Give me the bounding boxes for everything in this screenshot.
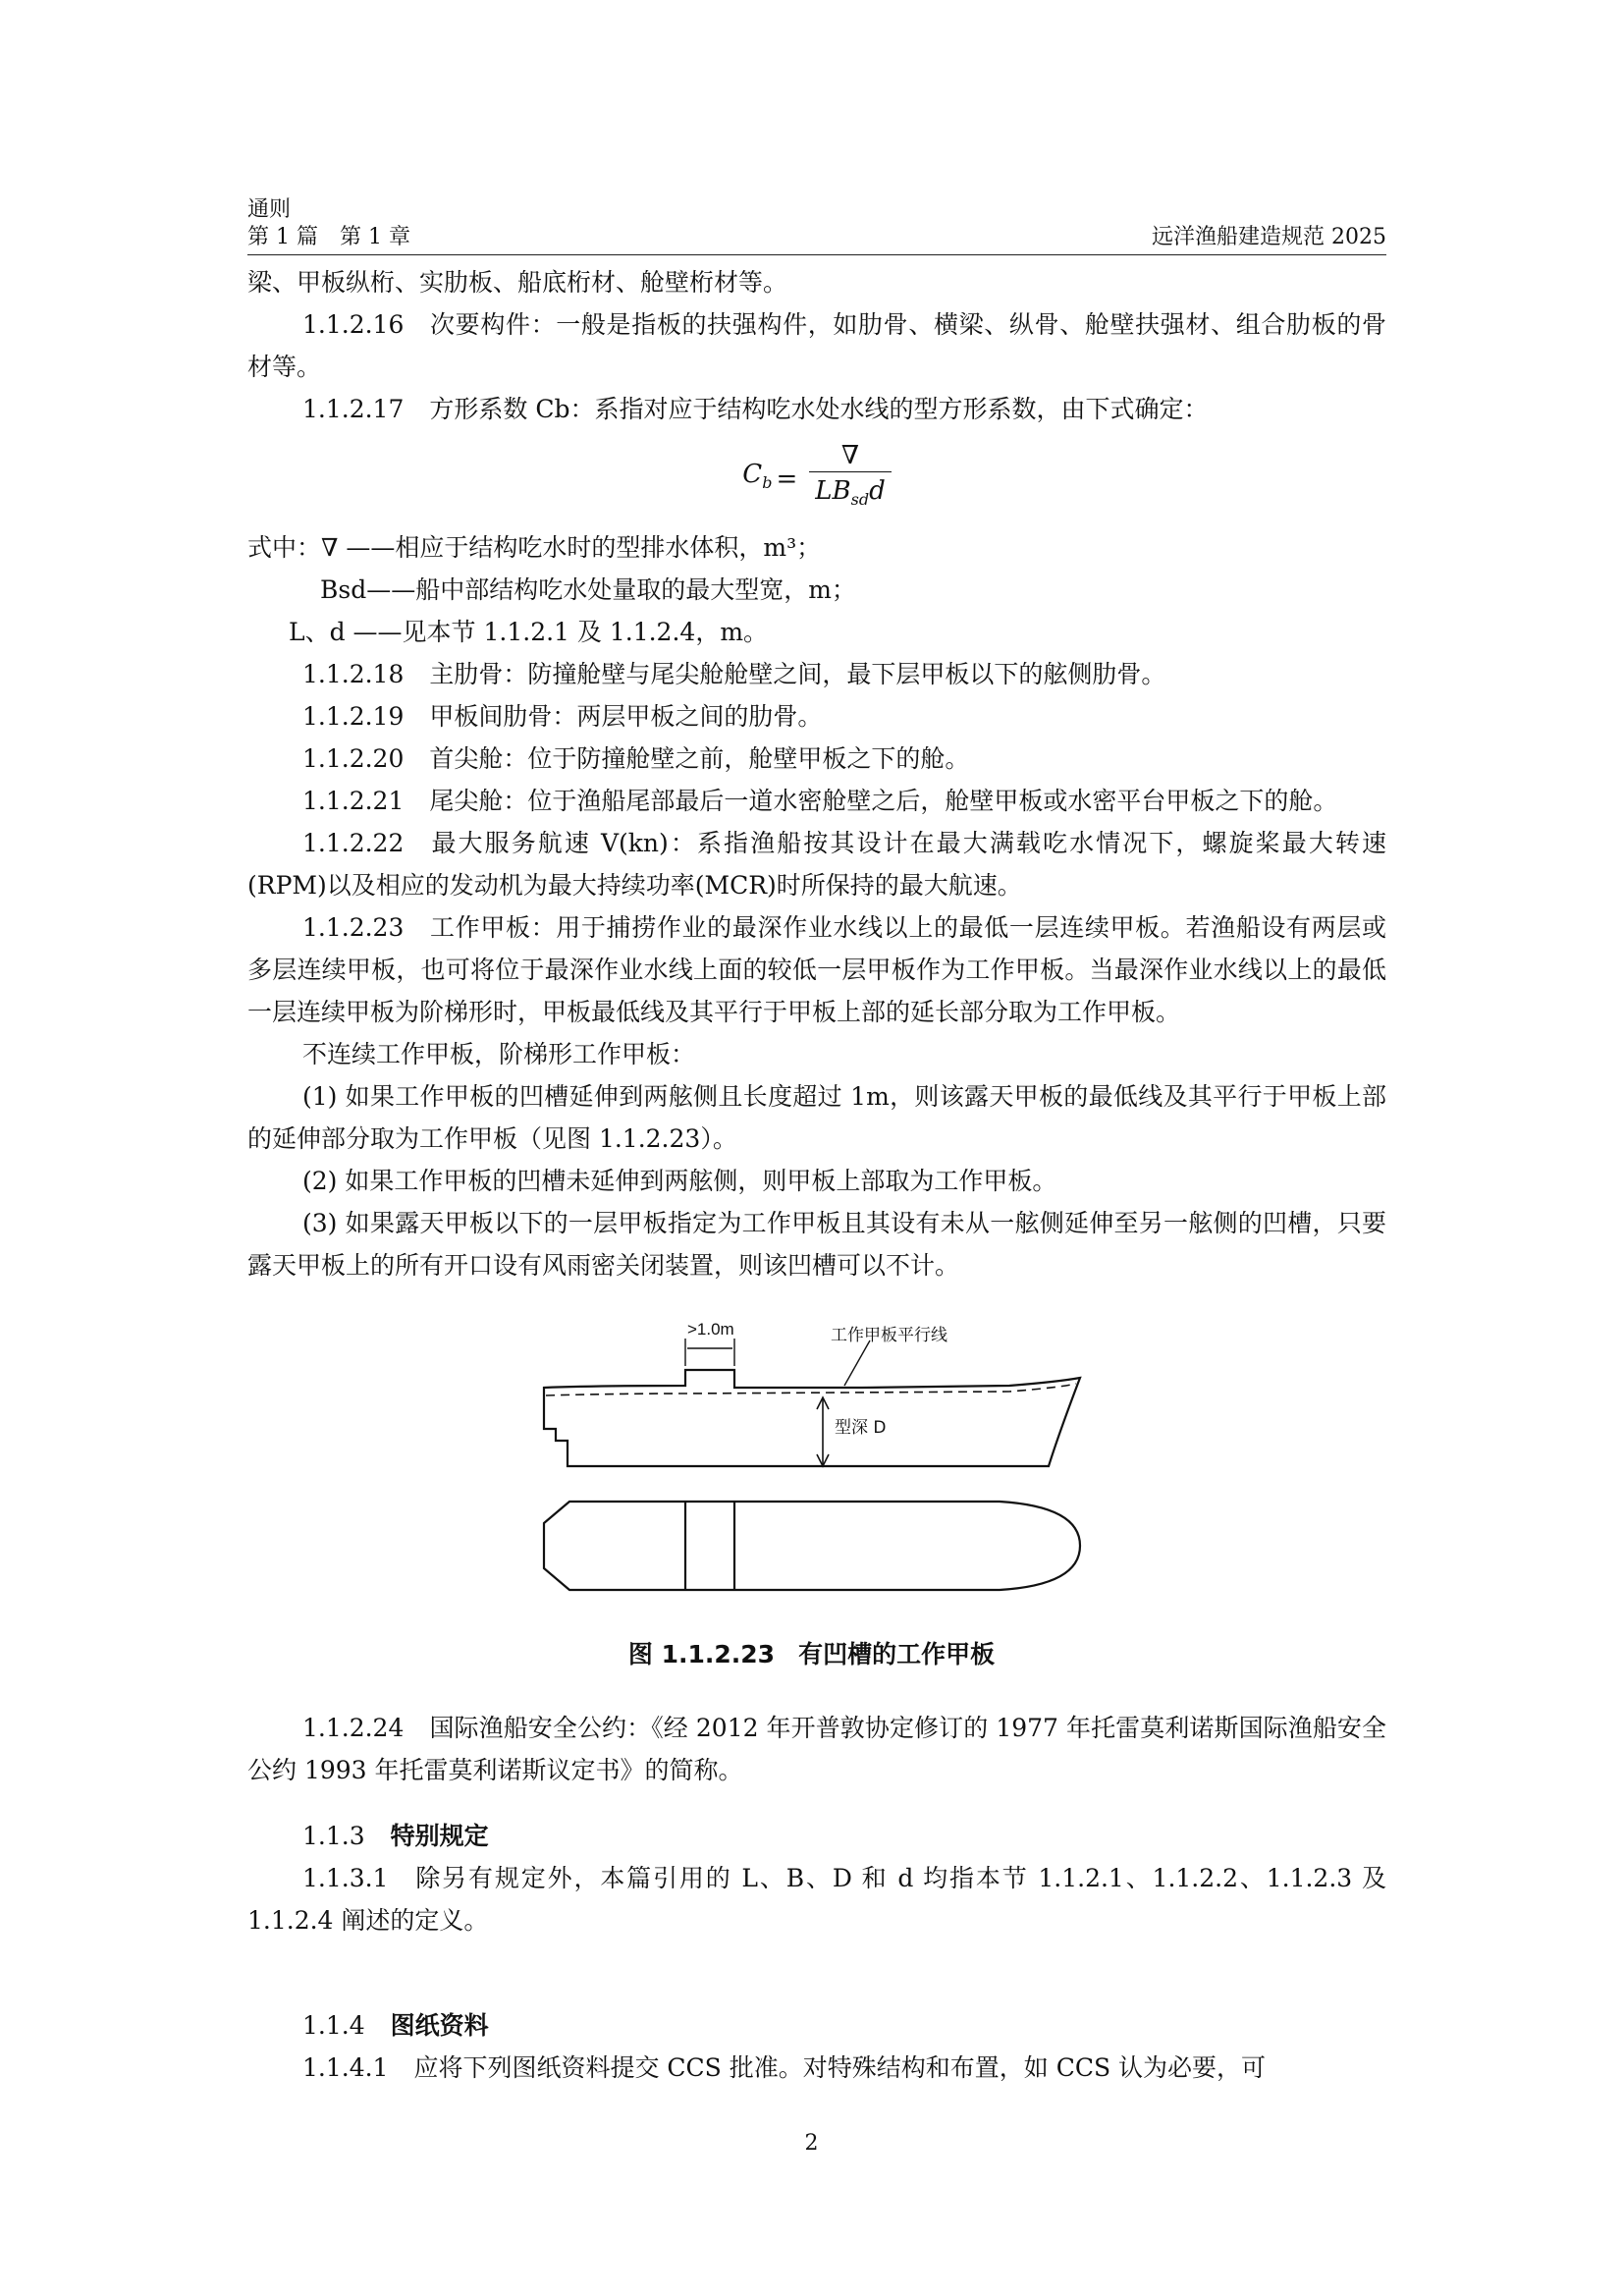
paragraph-1-1-2-22: 1.1.2.22 最大服务航速 V(kn)：系指渔船按其设计在最大满载吃水情况下，螺旋桨最大转速(RPM)以及相应的发动机为最大持续功率(MCR)时所保持的最大航速。 <box>247 829 1386 900</box>
figure-caption <box>0 1635 1623 1670</box>
paragraph-1-1-2-21: 1.1.2.21 尾尖舱：位于渔船尾部最后一道水密舱壁之后，舱壁甲板或水密平台甲板之下的舱。 <box>302 787 1338 815</box>
formula-denominator: $LB_{sd}d$ <box>809 471 891 519</box>
paragraph-1-1-3-1: 1.1.3.1 除另有规定外，本篇引用的 L、B、D 和 d 均指本节 1.1.2.1、1.1.2.2、1.1.2.3 及 1.1.2.4 阐述的定义。 <box>247 1864 1386 1935</box>
section-heading-1-1-4: 1.1.4 图纸资料 <box>302 2011 489 2040</box>
running-header <box>247 224 1386 251</box>
paragraph-1-1-2-18: 1.1.2.18 主肋骨：防撞舱壁与尾尖舱舱壁之间，最下层甲板以下的舷侧肋骨。 <box>302 660 1166 688</box>
ship-diagram <box>538 1319 1088 1604</box>
hull-plan <box>544 1502 1080 1590</box>
list-item-1: (1) 如果工作甲板的凹槽延伸到两舷侧且长度超过 1m，则该露天甲板的最低线及其平行于甲板上部的延伸部分取为工作甲板（见图 1.1.2.23）。 <box>247 1082 1386 1153</box>
hull-profile <box>544 1370 1080 1466</box>
paragraph-1-1-2-16 <box>247 303 1386 388</box>
header-category: 通则 <box>247 197 292 222</box>
formula-fraction <box>809 440 891 519</box>
clause-number: 1.1.2.16 <box>302 310 405 339</box>
paragraph-1-1-4-1: 1.1.4.1 应将下列图纸资料提交 CCS 批准。对特殊结构和布置，如 CCS 认为必要，可 <box>302 2053 1267 2082</box>
where-nabla: 式中：∇ ——相应于结构吃水时的型排水体积，m³； <box>247 533 822 562</box>
paragraph-1-1-2-20: 1.1.2.20 首尖舱：位于防撞舱壁之前，舱壁甲板之下的舱。 <box>302 744 970 773</box>
header-book-title: 远洋渔船建造规范 2025 <box>1152 225 1386 249</box>
where-l-d: L、d ——见本节 1.1.2.1 及 1.1.2.4，m。 <box>289 618 769 646</box>
caption-text: 有凹槽的工作甲板 <box>798 1640 996 1668</box>
list-item-3: (3) 如果露天甲板以下的一层甲板指定为工作甲板且其设有未从一舷侧延伸至另一舷侧的凹槽，只要露天甲板上的所有开口设有风雨密关闭装置，则该凹槽可以不计。 <box>247 1209 1386 1280</box>
formula-numerator: ∇ <box>840 440 860 470</box>
formula-equals: = <box>776 464 798 494</box>
clause-text: 方形系数 Cb：系指对应于结构吃水处水线的型方形系数，由下式确定： <box>429 395 1209 423</box>
parallel-line-label: 工作甲板平行线 <box>831 1326 947 1345</box>
clause-text: 次要构件：一般是指板的扶强构件，如肋骨、横梁、纵骨、舱壁扶强材、组合肋板的骨材等。 <box>247 310 1386 381</box>
section-heading-1-1-3: 1.1.3 特别规定 <box>302 1822 489 1850</box>
paragraph-1-1-2-23: 1.1.2.23 工作甲板：用于捕捞作业的最深作业水线以上的最低一层连续甲板。若渔船设有两层或多层连续甲板，也可将位于最深作业水线上面的较低一层甲板作为工作甲板。当最深作业水线以上的最低一层连续甲板为阶梯形时，甲板最低线及其平行于甲板上部的延长部分取为工作甲板。 <box>247 913 1386 1026</box>
caption-number: 图 1.1.2.23 <box>627 1640 776 1668</box>
page-number: 2 <box>804 2131 819 2156</box>
main-text-continued <box>247 1707 1386 2089</box>
label-leader <box>844 1340 870 1386</box>
list-item-2: (2) 如果工作甲板的凹槽未延伸到两舷侧，则甲板上部取为工作甲板。 <box>302 1167 1057 1195</box>
paragraph-discontinuous: 不连续工作甲板，阶梯形工作甲板： <box>302 1040 696 1068</box>
header-rule <box>247 254 1386 255</box>
working-deck-figure <box>538 1319 1088 1604</box>
clause-number: 1.1.2.17 <box>302 395 405 423</box>
paragraph-1-1-2-17 <box>247 388 1386 430</box>
header-chapter: 第 1 篇 第 1 章 <box>247 225 410 249</box>
where-bsd: Bsd——船中部结构吃水处量取的最大型宽，m； <box>320 575 856 604</box>
paragraph-1-1-2-24: 1.1.2.24 国际渔船安全公约：《经 2012 年开普敦协定修订的 1977 年托雷莫利诺斯国际渔船安全公约 1993 年托雷莫利诺斯议定书》的简称。 <box>247 1714 1386 1784</box>
paragraph-1-1-2-19: 1.1.2.19 甲板间肋骨：两层甲板之间的肋骨。 <box>302 702 823 731</box>
recess-label: >1.0m <box>687 1320 734 1339</box>
paragraph-continued: 梁、甲板纵桁、实肋板、船底桁材、舱壁桁材等。 <box>247 268 788 297</box>
depth-label: 型深 D <box>835 1418 887 1438</box>
block-coefficient-formula <box>247 436 1386 522</box>
main-text <box>247 261 1386 1286</box>
formula-lhs: $C_b$ <box>742 460 773 493</box>
